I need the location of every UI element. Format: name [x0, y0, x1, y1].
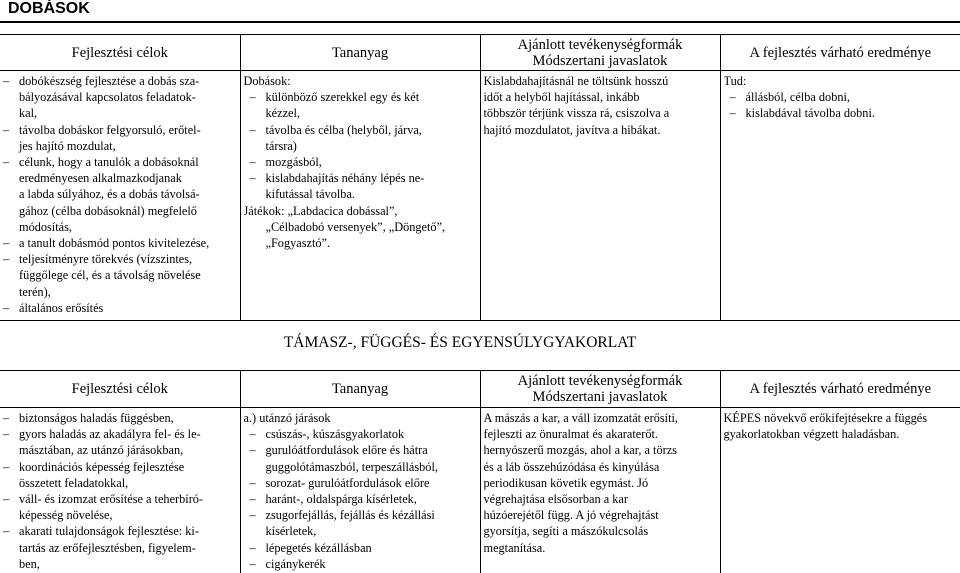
- list-item: – lépegetés kézállásban: [244, 540, 477, 556]
- list-item: – állásból, célba dobni,: [724, 89, 958, 105]
- fejlesztesi-celok-cell: [0, 71, 240, 321]
- header-fejlesztesi-celok: Fejlesztési célok: [0, 371, 240, 408]
- page-title: DOBÁSOK: [8, 0, 90, 17]
- paragraph-line: és a láb összehúzódása és kinyúlása: [483, 459, 660, 474]
- list-item: – teljesítményre törekvés (vízszintes,: [3, 251, 237, 267]
- header-ajanlott-line-1: Ajánlott tevékenységformák: [517, 373, 683, 389]
- list-item-continuation: jes hajító mozdulat,: [19, 138, 116, 153]
- header-ajanlott-line-2: Módszertani javaslatok: [532, 52, 668, 69]
- header-varhato-eredmeny: A fejlesztés várható eredménye: [720, 35, 960, 71]
- paragraph-line: húzóerejétől függ. A jó végrehajtást: [483, 508, 659, 523]
- paragraph-line: gyakorlatokban végzett haladásban.: [723, 427, 900, 442]
- list-item: – zsugorfejállás, fejállás és kézállási: [244, 507, 477, 523]
- tananyag-cell: [240, 408, 480, 573]
- header-ajanlott-line-1: Ajánlott tevékenységformák: [517, 36, 683, 53]
- list-item: – általános erősítés: [3, 300, 237, 316]
- list-item-continuation: bályozásával kapcsolatos feladatok-: [19, 90, 196, 105]
- table-row: [0, 71, 960, 321]
- list-item: – gyors haladás az akadályra fel- és le-: [3, 426, 237, 442]
- list-item: – kislabdahajítás néhány lépés ne-: [244, 170, 477, 186]
- tamasz-fugges-table: [0, 370, 960, 573]
- list-item-continuation: gához (célba dobásoknál) megfelelő: [19, 203, 197, 218]
- utanzo-jarasok-label: a.) utánzó járások: [243, 411, 331, 425]
- list-item-continuation: a labda súlyához, és a dobás távolsá-: [19, 187, 200, 202]
- list-item: – cigánykerék: [244, 556, 477, 572]
- list-item: – távolba és célba (helyből, járva,: [244, 122, 477, 138]
- paragraph-line: Kislabdahajításnál ne töltsünk hosszú: [483, 74, 669, 88]
- list-item: – gurulóátfordulások előre és hátra: [244, 442, 477, 458]
- list-item: – a tanult dobásmód pontos kivitelezése,: [3, 235, 237, 251]
- list-item: – biztonságos haladás függésben,: [3, 410, 237, 426]
- paragraph-line: hajító mozdulatot, javítva a hibákat.: [483, 122, 661, 137]
- list-item-continuation: kísérletek,: [265, 524, 317, 539]
- list-item-continuation: terén),: [19, 284, 51, 299]
- header-varhato-eredmeny: A fejlesztés várható eredménye: [720, 371, 960, 408]
- header-ajanlott-tevekenysegformak: [480, 35, 720, 71]
- dobasok-table: [0, 34, 960, 321]
- paragraph-line: többször térjünk vissza rá, csiszolva a: [483, 106, 670, 121]
- tud-label: Tud:: [723, 74, 747, 88]
- jatekok-continuation: „Fogyasztó”.: [265, 236, 331, 251]
- table-row: [0, 408, 960, 573]
- list-item-continuation: függőlege cél, és a távolság növelése: [19, 268, 201, 283]
- list-item-continuation: kifutással távolba.: [265, 187, 355, 202]
- paragraph-line: A mászás a kar, a váll izomzatát erősíti,: [483, 411, 678, 425]
- title-underline: [0, 21, 960, 23]
- list-item-continuation: guggolótámaszból, terpeszállásból,: [265, 459, 438, 474]
- section-title: TÁMASZ-, FÜGGÉS- ÉS EGYENSÚLYGYAKORLAT: [283, 334, 637, 351]
- table-header-row: [0, 371, 960, 408]
- list-item-continuation: tartás az erőfejlesztésben, figyelem-: [19, 540, 196, 555]
- list-item: – célunk, hogy a tanulók a dobásoknál: [3, 154, 237, 170]
- list-item-continuation: másztában, az utánzó járásokban,: [19, 443, 184, 458]
- paragraph-line: hernyószerű mozgás, ahol a kar, a törzs: [483, 443, 677, 458]
- list-item: – mozgásból,: [244, 154, 477, 170]
- paragraph-line: periodikusan követik egymást. Jó: [483, 475, 649, 490]
- header-ajanlott-tevekenysegformak: [480, 371, 720, 408]
- fejlesztesi-celok-cell: [0, 408, 240, 573]
- jatekok-continuation: „Célbadobó versenyek”, „Döngető”,: [265, 219, 446, 234]
- jatekok-text: Játékok: „Labdacica dobással”,: [243, 203, 398, 218]
- paragraph-line: KÉPES növekvő erőkifejtésekre a függés: [723, 411, 928, 425]
- varhato-eredmeny-cell: [720, 408, 960, 573]
- list-item: – dobókészség fejlesztése a dobás sza-: [3, 73, 237, 89]
- table-header-row: [0, 35, 960, 71]
- varhato-eredmeny-cell: [720, 71, 960, 321]
- list-item-continuation: összetett feladatokkal,: [19, 475, 129, 490]
- paragraph-line: időt a helyből hajítással, inkább: [483, 90, 640, 105]
- list-item: – különböző szerekkel egy és két: [244, 89, 477, 105]
- list-item: – haránt-, oldalspárga kísérletek,: [244, 491, 477, 507]
- paragraph-line: megtanítása.: [483, 540, 546, 555]
- modszertani-javaslatok-cell: [480, 71, 720, 321]
- list-item-continuation: módosítás,: [19, 219, 72, 234]
- tananyag-cell: [240, 71, 480, 321]
- header-fejlesztesi-celok: Fejlesztési célok: [0, 35, 240, 71]
- list-item-continuation: képesség növelése,: [19, 508, 113, 523]
- list-item: – koordinációs képesség fejlesztése: [3, 459, 237, 475]
- list-item: – váll- és izomzat erősítése a teherbíró-: [3, 491, 237, 507]
- list-item-continuation: kal,: [19, 106, 38, 121]
- tananyag-label: Dobások:: [243, 74, 291, 88]
- list-item: – sorozat- gurulóátfordulások előre: [244, 475, 477, 491]
- paragraph-line: gyorsítja, segíti a mászókulcsolás: [483, 524, 649, 539]
- list-item: – akarati tulajdonságok fejlesztése: ki-: [3, 523, 237, 539]
- paragraph-line: fejleszti az önuralmat és akaraterőt.: [483, 427, 658, 442]
- header-ajanlott-line-2: Módszertani javaslatok: [532, 389, 668, 405]
- modszertani-javaslatok-cell: [480, 408, 720, 573]
- header-tananyag: Tananyag: [240, 35, 480, 71]
- list-item: – csúszás-, kúszásgyakorlatok: [244, 426, 477, 442]
- list-item: – kislabdával távolba dobni.: [724, 105, 958, 121]
- list-item: – távolba dobáskor felgyorsuló, erőtel-: [3, 122, 237, 138]
- list-item-continuation: kézzel,: [265, 106, 300, 121]
- header-tananyag: Tananyag: [240, 371, 480, 408]
- paragraph-line: végrehajtása elsősorban a kar: [483, 492, 628, 507]
- list-item-continuation: társra): [265, 138, 297, 153]
- list-item-continuation: eredményesen alkalmazkodjanak: [19, 171, 182, 186]
- list-item-continuation: ben,: [19, 556, 40, 571]
